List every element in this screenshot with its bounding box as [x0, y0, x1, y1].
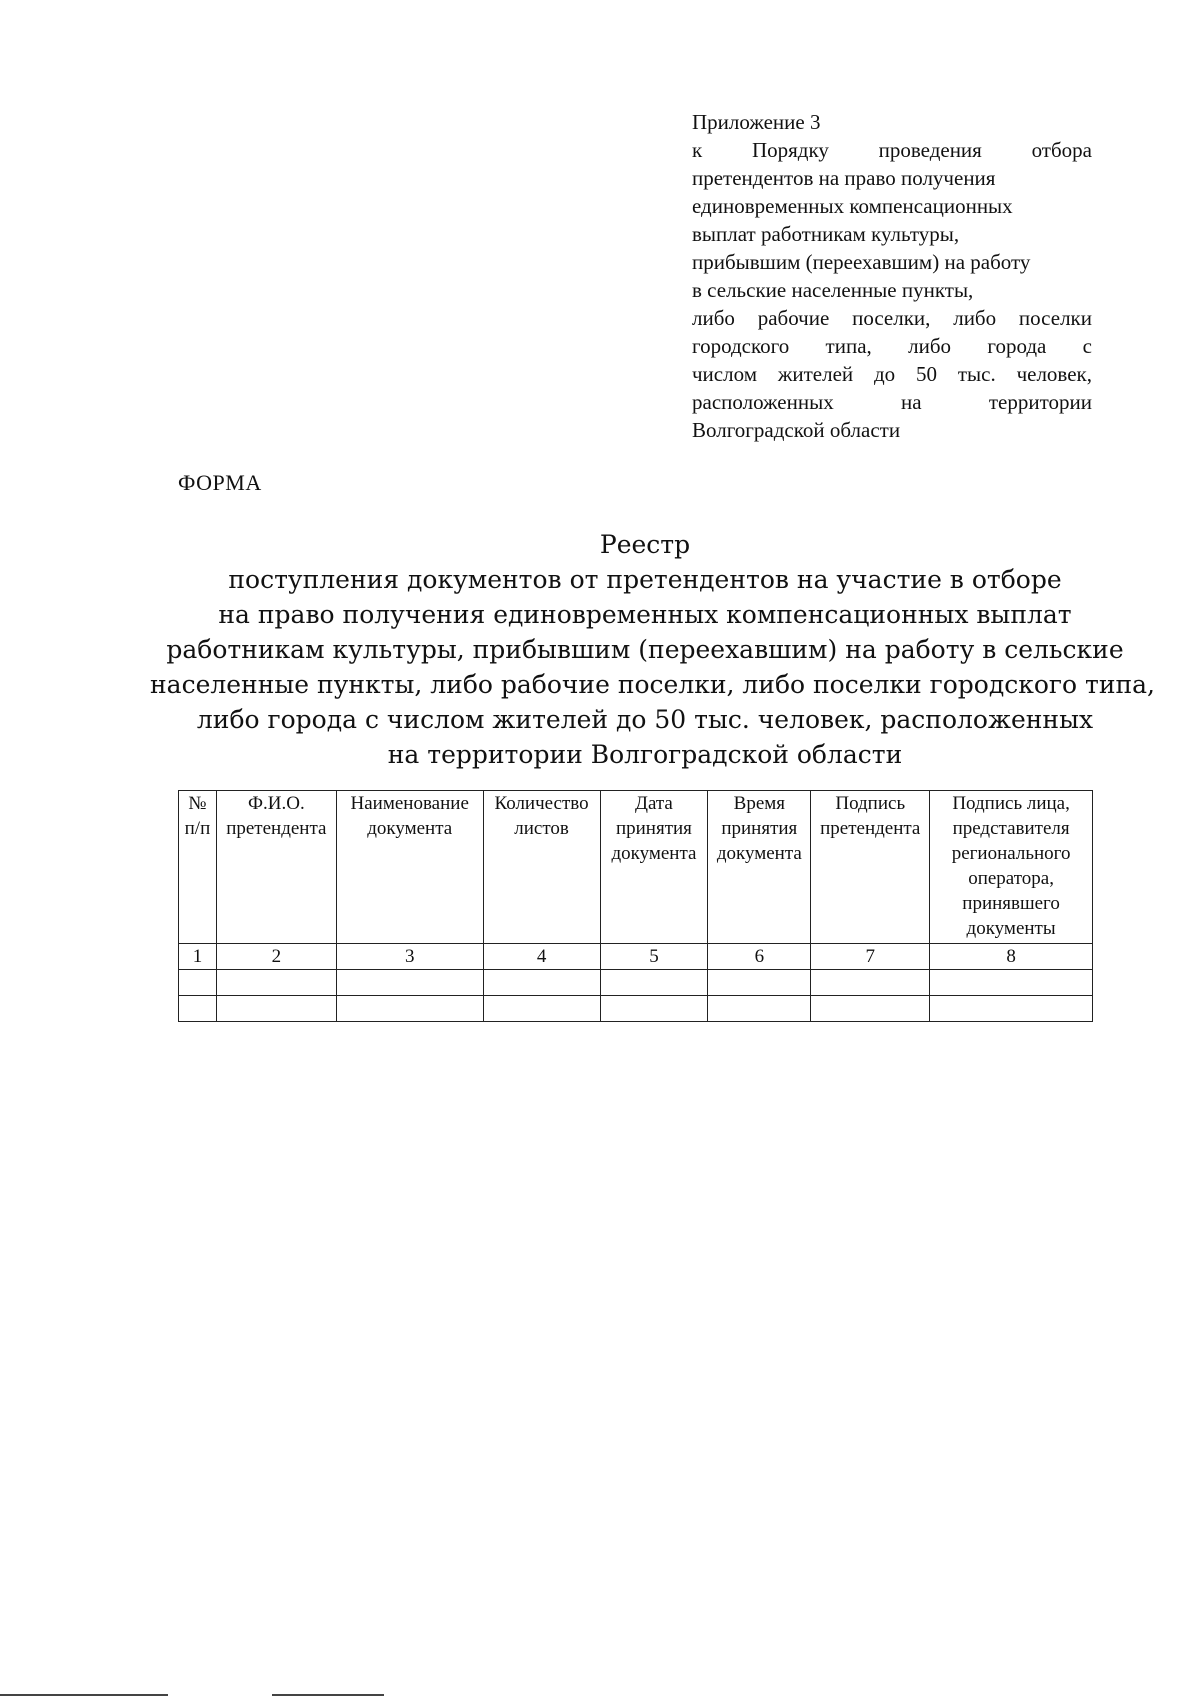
table-cell	[600, 970, 708, 996]
table-cell	[930, 996, 1093, 1022]
registry-subtitle-line: либо города с числом жителей до 50 тыс. человек, расположенных	[196, 705, 1094, 734]
form-label: ФОРМА	[178, 470, 262, 495]
header-applicant-name: Ф.И.О. претендента	[216, 791, 336, 944]
appendix-line: числом жителей до 50 тыс. человек,	[692, 362, 1092, 386]
appendix-line: к Порядку проведения отбора	[692, 138, 1092, 162]
header-number: № п/п	[179, 791, 217, 944]
table-header-row	[179, 791, 1093, 944]
appendix-line: претендентов на право получения	[692, 166, 996, 190]
column-number: 4	[483, 944, 600, 970]
registry-title-block	[150, 527, 1155, 772]
scan-edge-mark	[272, 1694, 384, 1696]
table-cell	[336, 996, 483, 1022]
table-cell	[179, 970, 217, 996]
table-row	[179, 996, 1093, 1022]
table-cell	[483, 970, 600, 996]
registry-subtitle-line: населенные пункты, либо рабочие поселки, либо поселки городского типа,	[150, 670, 1155, 699]
table-cell	[600, 996, 708, 1022]
registry-subtitle-line: работникам культуры, прибывшим (переехавшим) на работу в сельские	[166, 635, 1124, 664]
table-cell	[811, 970, 930, 996]
appendix-line: либо рабочие поселки, либо поселки	[692, 306, 1092, 330]
appendix-title: Приложение 3	[692, 110, 821, 134]
appendix-line: в сельские населенные пункты,	[692, 278, 974, 302]
table-cell	[336, 970, 483, 996]
header-acceptance-time: Время принятия документа	[708, 791, 811, 944]
appendix-line: выплат работникам культуры,	[692, 222, 960, 246]
appendix-line: единовременных компенсационных	[692, 194, 1013, 218]
table-cell	[708, 996, 811, 1022]
registry-subtitle-line: на территории Волгоградской области	[387, 740, 903, 769]
column-number: 7	[811, 944, 930, 970]
registry-subtitle-line: поступления документов от претендентов на участие в отборе	[228, 565, 1062, 594]
appendix-line: прибывшим (переехавшим) на работу	[692, 250, 1031, 274]
scan-edge-mark	[0, 1694, 168, 1696]
table-cell	[179, 996, 217, 1022]
column-number: 5	[600, 944, 708, 970]
appendix-line: Волгоградской области	[692, 418, 901, 442]
header-sheet-count: Количество листов	[483, 791, 600, 944]
header-operator-signature: Подпись лица, представителя регионального оператора, принявшего документы	[930, 791, 1093, 944]
table-row	[179, 970, 1093, 996]
header-document-name: Наименование документа	[336, 791, 483, 944]
table-cell	[483, 996, 600, 1022]
table-cell	[811, 996, 930, 1022]
table-cell	[708, 970, 811, 996]
registry-subtitle-line: на право получения единовременных компенсационных выплат	[218, 600, 1072, 629]
registry-title: Реестр	[599, 530, 691, 559]
column-number: 3	[336, 944, 483, 970]
column-number: 2	[216, 944, 336, 970]
column-number: 6	[708, 944, 811, 970]
registry-table	[178, 790, 1093, 1022]
column-number: 1	[179, 944, 217, 970]
table-cell	[930, 970, 1093, 996]
column-number: 8	[930, 944, 1093, 970]
header-applicant-signature: Подпись претендента	[811, 791, 930, 944]
appendix-block	[692, 108, 1092, 444]
appendix-line: расположенных на территории	[692, 390, 1092, 414]
appendix-line: городского типа, либо города с	[692, 334, 1092, 358]
table-cell	[216, 996, 336, 1022]
column-number-row	[179, 944, 1093, 970]
header-acceptance-date: Дата принятия документа	[600, 791, 708, 944]
table-cell	[216, 970, 336, 996]
